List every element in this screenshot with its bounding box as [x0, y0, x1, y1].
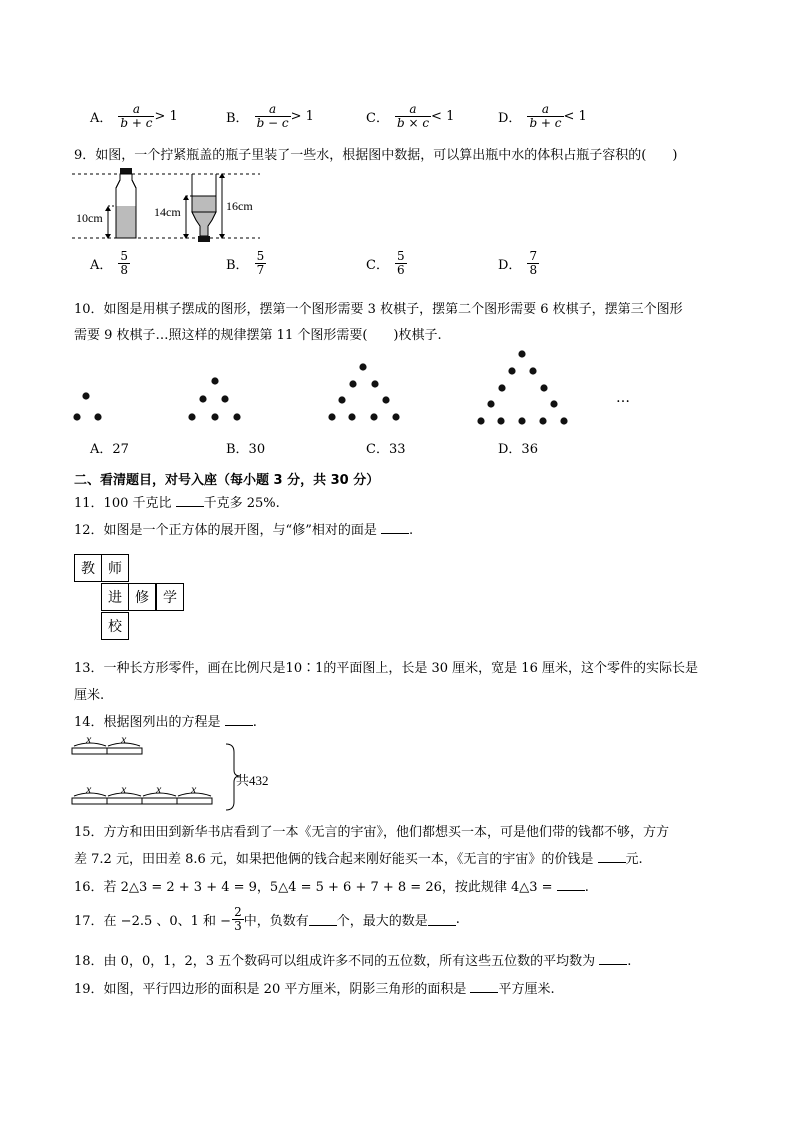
q11-text-after: 千克多 25%. — [203, 496, 280, 511]
answer-blank[interactable] — [598, 850, 626, 863]
answer-blank[interactable] — [557, 878, 585, 891]
x-label: x — [86, 782, 92, 796]
numerator: 2 — [234, 905, 242, 919]
fraction — [232, 906, 244, 933]
x-label: x — [121, 734, 127, 746]
net-cell: 校 — [101, 612, 129, 640]
q9-option-a — [90, 250, 130, 277]
q15-text-line1: 15．方方和田田到新华书店看到了一本《无言的宇宙》，他们都想买一本，可是他们带的钱都不够，方方 — [74, 825, 670, 840]
fraction — [527, 250, 539, 277]
q10-text-line1: 10．如图是用棋子摆成的图形，摆第一个图形需要 3 枚棋子，摆第二个图形需要 6 枚棋子，摆第三个图形 — [74, 302, 683, 317]
answer-blank[interactable] — [309, 913, 337, 926]
option-letter: C． — [366, 258, 389, 273]
answer-blank[interactable] — [599, 952, 627, 965]
q18 — [74, 950, 631, 969]
q9-option-c — [366, 250, 407, 277]
q8-option-d — [498, 103, 587, 130]
q17-text-after: . — [455, 912, 460, 927]
q15-text-before: 差 7.2 元，田田差 8.6 元，如果把他俩的钱合起来刚好能买一本，《无言的宇宙》的价钱是 — [74, 852, 598, 867]
q17 — [74, 906, 460, 933]
q19-text-before: 19．如图，平行四边形的面积是 20 平方厘米，阴影三角形的面积是 — [74, 982, 471, 997]
q16-text-after: . — [584, 880, 589, 895]
fraction — [395, 103, 431, 130]
q10-option-a: A．27 — [90, 442, 129, 457]
option-letter: D． — [498, 258, 522, 273]
q12 — [74, 519, 413, 538]
q19-text-after: 平方厘米. — [498, 982, 555, 997]
q11 — [74, 492, 280, 511]
label-10cm: 10cm — [76, 211, 103, 225]
fraction — [118, 103, 154, 130]
q15-line2 — [74, 848, 643, 867]
relation: > 1 — [290, 109, 314, 124]
q14-text-before: 14．根据图列出的方程是 — [74, 715, 225, 730]
option-letter: C． — [366, 111, 389, 126]
answer-blank[interactable] — [428, 913, 456, 926]
fraction — [527, 103, 563, 130]
label-16cm: 16cm — [226, 199, 253, 213]
q18-text-before: 18．由 0，0，1，2，3 五个数码可以组成许多不同的五位数，所有这些五位数的平均数为 — [74, 954, 600, 969]
net-cell: 进 — [101, 583, 129, 611]
q10-text-line2: 需要 9 枚棋子…照这样的规律摆第 11 个图形需要( )枚棋子. — [74, 328, 442, 343]
numerator: 5 — [256, 249, 265, 263]
q10-option-b: B．30 — [226, 442, 266, 457]
fraction — [255, 103, 291, 130]
denominator: 3 — [234, 919, 242, 933]
fraction — [395, 250, 407, 277]
label-14cm: 14cm — [154, 205, 181, 219]
numerator: a — [541, 102, 550, 116]
denominator: 8 — [529, 263, 538, 277]
option-letter: D． — [498, 111, 522, 126]
q19 — [74, 978, 555, 997]
denominator: 7 — [256, 263, 265, 277]
fraction — [255, 250, 267, 277]
numerator: a — [409, 102, 417, 116]
answer-blank[interactable] — [470, 980, 498, 993]
net-cell: 教 — [74, 554, 102, 582]
q14-text-after: . — [252, 715, 257, 730]
option-letter: B． — [226, 111, 249, 126]
q11-text-before: 11．100 千克比 — [74, 496, 176, 511]
x-label: x — [86, 734, 92, 746]
q17-text-middle: 中，负数有 — [243, 914, 309, 929]
section-heading: 二、看清题目，对号入座（每小题 3 分，共 30 分） — [74, 473, 380, 488]
option-letter: B． — [226, 258, 249, 273]
q9-option-d — [498, 250, 539, 277]
q12-text-after: . — [408, 523, 414, 538]
answer-blank[interactable] — [176, 494, 204, 507]
numerator: a — [132, 102, 141, 116]
net-cell: 学 — [156, 583, 184, 611]
q8-option-a — [90, 103, 178, 130]
relation: < 1 — [563, 109, 587, 124]
denominator: b × c — [396, 116, 430, 130]
numerator: 5 — [120, 249, 129, 263]
numerator: 7 — [529, 249, 538, 263]
q14 — [74, 711, 257, 730]
answer-blank[interactable] — [225, 713, 253, 726]
q12-text-before: 12．如图是一个正方体的展开图，与“修”相对的面是 — [74, 523, 381, 538]
net-cell: 修 — [128, 583, 156, 611]
option-letter: A． — [90, 258, 113, 273]
q8-option-c — [366, 103, 454, 130]
q17-text-middle2: 个，最大的数是 — [336, 914, 428, 929]
q9-text: 9．如图，一个拧紧瓶盖的瓶子里装了一些水，根据图中数据，可以算出瓶中水的体积占瓶子容积的( ) — [74, 148, 678, 163]
denominator: b + c — [529, 116, 562, 130]
relation: > 1 — [154, 109, 178, 124]
q18-text-after: . — [627, 954, 632, 969]
x-label: x — [156, 782, 162, 796]
answer-blank[interactable] — [381, 521, 409, 534]
relation: < 1 — [431, 109, 455, 124]
fraction — [118, 250, 130, 277]
net-cell: 师 — [101, 554, 129, 582]
q17-text-before: 17．在 −2.5 、0、1 和 − — [74, 914, 232, 929]
total-label: 共432 — [236, 773, 269, 788]
q14-segment-figure — [70, 734, 290, 814]
denominator: 6 — [396, 263, 405, 277]
denominator: b + c — [120, 116, 153, 130]
q10-option-d: D．36 — [498, 442, 538, 457]
q10-ellipsis: … — [616, 390, 630, 406]
denominator: 8 — [120, 263, 129, 277]
q9-bottle-figure — [70, 166, 300, 244]
q10-option-c: C．33 — [366, 442, 406, 457]
q10-chess-figure — [60, 345, 660, 430]
q13-text-line1: 13．一种长方形零件，画在比例尺是10∶1的平面图上，长是 30 厘米，宽是 16 厘米，这个零件的实际长是 — [74, 661, 698, 676]
x-label: x — [121, 782, 127, 796]
q16-text-before: 16．若 2△3 = 2 + 3 + 4 = 9，5△4 = 5 + 6 + 7 + 8 = 26，按此规律 4△3 = — [74, 880, 557, 895]
option-letter: A． — [90, 111, 113, 126]
q15-text-after: 元. — [625, 852, 643, 867]
q13-text-line2: 厘米. — [74, 688, 105, 703]
numerator: a — [269, 102, 277, 116]
q16 — [74, 876, 589, 895]
x-label: x — [191, 782, 197, 796]
q9-option-b — [226, 250, 266, 277]
numerator: 5 — [396, 249, 405, 263]
denominator: b − c — [256, 116, 289, 130]
q8-option-b — [226, 103, 314, 130]
